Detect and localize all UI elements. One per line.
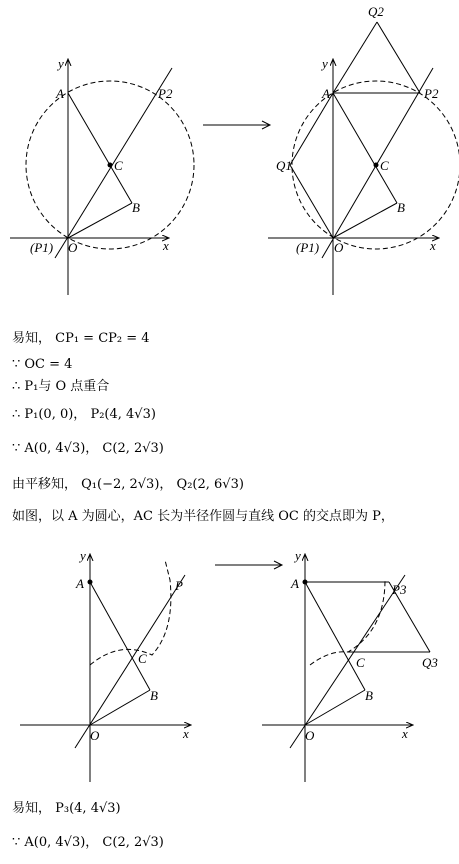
label-c: C — [114, 158, 123, 173]
label-y: y — [80, 548, 86, 563]
text-line-8: 易知， P₃(4, 4√3) — [12, 801, 121, 816]
label-p1: (P1) — [30, 240, 54, 255]
label-o: O — [334, 240, 344, 255]
label-q3: Q3 — [422, 655, 438, 670]
label-o: O — [90, 728, 100, 743]
label-a: A — [291, 576, 299, 591]
label-q1: Q1 — [276, 158, 292, 173]
point-a — [88, 580, 93, 585]
point-c — [374, 163, 379, 168]
segment-a-q1 — [290, 93, 333, 165]
segment-ob — [305, 690, 365, 725]
label-p1: (P1) — [296, 240, 320, 255]
text-line-7: 如图，以 A 为圆心，AC 长为半径作圆与直线 OC 的交点即为 P， — [12, 509, 394, 524]
label-y: y — [322, 56, 328, 71]
label-a: A — [56, 86, 64, 101]
label-o: O — [305, 728, 315, 743]
label-b: B — [365, 688, 373, 703]
segment-ab — [305, 582, 365, 690]
diagram-4 — [258, 535, 458, 785]
text-line-5: ∵ A(0, 4√3)， C(2, 2√3) — [12, 441, 164, 456]
label-b: B — [150, 688, 158, 703]
text-line-3: ∴ P₁与 O 点重合 — [12, 379, 110, 394]
label-b: B — [397, 200, 405, 215]
label-c: C — [356, 655, 365, 670]
segment-q2-p2 — [377, 22, 420, 93]
label-b: B — [132, 200, 140, 215]
label-x: x — [183, 726, 189, 741]
segment-a-q2 — [333, 22, 377, 93]
text-line-6: 由平移知， Q₁(−2, 2√3)， Q₂(2, 6√3) — [12, 477, 244, 492]
point-c — [108, 163, 113, 168]
label-a: A — [76, 576, 84, 591]
point-a — [303, 580, 308, 585]
segment-ob — [333, 203, 397, 238]
label-p: P — [175, 578, 183, 593]
text-line-1: 易知， CP₁ = CP₂ = 4 — [12, 331, 150, 346]
label-p3: P3 — [392, 582, 407, 597]
dashed-arc — [90, 560, 171, 665]
diagram-1 — [0, 0, 200, 300]
label-c: C — [380, 158, 389, 173]
segment-ab — [333, 93, 397, 203]
line-oc — [290, 575, 405, 748]
label-c: C — [138, 651, 147, 666]
diagram-2 — [263, 0, 453, 300]
diagram-3 — [0, 535, 200, 785]
segment-ob — [90, 690, 150, 725]
text-line-9: ∵ A(0, 4√3)， C(2, 2√3) — [12, 835, 164, 850]
label-y: y — [58, 56, 64, 71]
label-x: x — [402, 726, 408, 741]
segment-q1-o — [290, 165, 333, 238]
label-o: O — [68, 240, 78, 255]
line-oc — [75, 575, 185, 748]
label-p2: P2 — [158, 86, 173, 101]
text-line-2: ∵ OC = 4 — [12, 357, 73, 372]
segment-ab — [90, 582, 150, 690]
label-x: x — [430, 238, 436, 253]
label-a: A — [322, 86, 330, 101]
label-x: x — [163, 238, 169, 253]
text-line-4: ∴ P₁(0, 0)， P₂(4, 4√3) — [12, 407, 156, 422]
label-q2: Q2 — [368, 4, 384, 19]
label-p2: P2 — [424, 86, 439, 101]
label-y: y — [295, 548, 301, 563]
